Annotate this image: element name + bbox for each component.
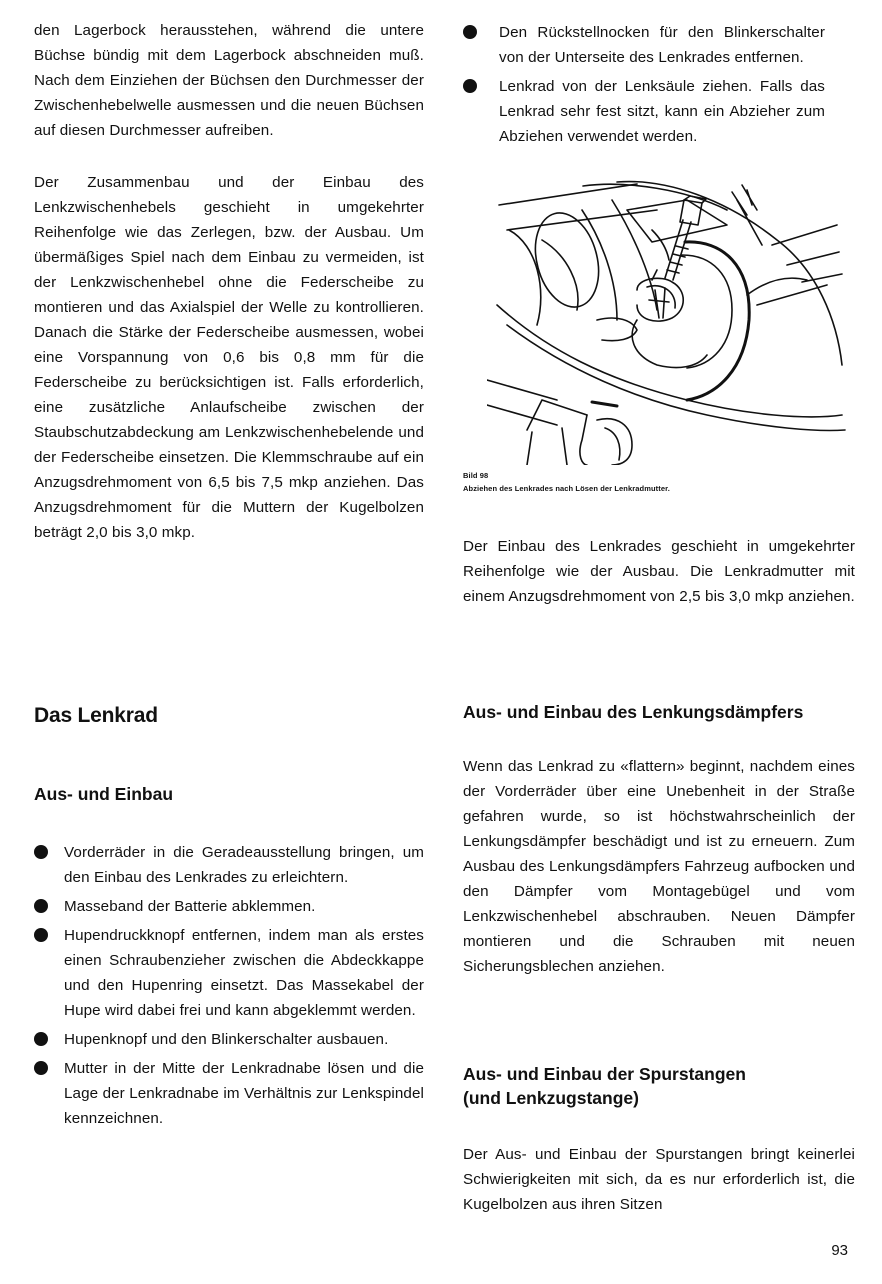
install-paragraph: Der Einbau des Lenkrades geschieht in umgekehrter Reihenfolge wie der Ausbau. Die Lenkradmutter mit einem Anzugsdrehmoment von 2,5 bis 3,0 mkp anziehen. bbox=[463, 538, 855, 605]
list-item: Hupenknopf und den Blinkerschalter ausbauen. bbox=[34, 1027, 424, 1052]
figure-caption: Abziehen des Lenkrades nach Lösen der Lenkradmutter. bbox=[463, 484, 670, 493]
list-item: Mutter in der Mitte der Lenkradnabe lösen und die Lage der Lenkradnabe im Verhältnis zur Lenkspindel kennzeichnen. bbox=[34, 1056, 424, 1131]
bullet-icon bbox=[34, 1061, 48, 1075]
bullet-icon bbox=[34, 1032, 48, 1046]
damper-paragraph: Wenn das Lenkrad zu «flattern» beginnt, nachdem eines der Vorderräder über eine Unebenheit in der Straße gefahren wurde, so ist höchstwahrscheinlich der Lenkungsdämpfer beschädigt und ist zu erneuern. Zum Ausbau des Lenkungsdämpfers Fahrzeug aufbocken und den Dämpfer vom Montagebügel und vom Lenkzwischenhebel abschrauben. Neuen Dämpfer montieren und die Schrauben mit neuen Sicherungsblechen anziehen. bbox=[463, 758, 855, 975]
section-title-spurstangen-line1: Aus- und Einbau der Spurstangen bbox=[463, 1064, 746, 1084]
bullet-icon bbox=[34, 899, 48, 913]
list-item: Vorderräder in die Geradeausstellung bringen, um den Einbau des Lenkrades zu erleichtern. bbox=[34, 840, 424, 890]
list-item: Hupendruckknopf entfernen, indem man als erstes einen Schraubenzieher zwischen die Abdeckkappe und den Hupenring einsetzt. Das Massekabel der Hupe wird dabei frei und kann abgeklemmt werden. bbox=[34, 923, 424, 1023]
removal-steps-list bbox=[34, 840, 424, 1135]
list-item: Lenkrad von der Lenksäule ziehen. Falls das Lenkrad sehr fest sitzt, kann ein Abzieher zum Abziehen verwendet werden. bbox=[433, 74, 825, 149]
section-title-das-lenkrad: Das Lenkrad bbox=[34, 704, 158, 727]
list-item: Masseband der Batterie abklemmen. bbox=[34, 894, 424, 919]
bullet-icon bbox=[463, 79, 477, 93]
tierod-paragraph: Der Aus- und Einbau der Spurstangen bringt keinerlei Schwierigkeiten mit sich, da es nur erforderlich ist, die Kugelbolzen aus ihren Sitzen bbox=[463, 1146, 855, 1213]
continuation-paragraph-2: Der Zusammenbau und der Einbau des Lenkzwischenhebels geschieht in umgekehrter Reihenfolge wie das Zerlegen, bzw. der Ausbau. Um übermäßiges Spiel nach dem Einbau zu vermeiden, ist der Lenkzwischenhebel ohne die Federscheibe zu montieren und das Axialspiel der Welle zu kontrollieren. Danach die Stärke der Federscheibe ausmessen, wobei eine Vorspannung von 0,6 bis 0,8 mm für die Federscheibe zu berücksichtigen ist. Falls erforderlich, eine zusätzliche Anlaufscheibe zwischen der Staubschutzabdeckung am Lenkzwischenhebelende und der Federscheibe einsetzen. Die Klemmschraube auf ein Anzugsdrehmoment von 6,5 bis 7,5 mkp anziehen. Das Anzugsdrehmoment für die Muttern der Kugelbolzen beträgt 2,0 bis 3,0 mkp. bbox=[34, 174, 424, 541]
figure-steering-wheel-puller bbox=[487, 170, 847, 465]
section-title-spurstangen-line2: (und Lenkzugstange) bbox=[463, 1088, 639, 1108]
list-item: Den Rückstellnocken für den Blinkerschalter von der Unterseite des Lenkrades entfernen. bbox=[433, 20, 825, 70]
bullet-icon bbox=[463, 25, 477, 39]
right-column bbox=[463, 0, 855, 1284]
subsection-title-aus-und-einbau: Aus- und Einbau bbox=[34, 784, 174, 804]
bullet-icon bbox=[34, 845, 48, 859]
continuation-paragraph-1: den Lagerbock herausstehen, während die untere Büchse bündig mit dem Lagerbock abschneiden muß. Nach dem Einziehen der Büchsen den Durchmesser der Zwischenhebelwelle ausmessen und die neuen Büchsen auf diesen Durchmesser aufreiben. bbox=[34, 22, 424, 139]
page-number: 93 bbox=[831, 1242, 848, 1259]
figure-number: Bild 98 bbox=[463, 471, 489, 480]
steering-wheel-puller-illustration-icon bbox=[487, 170, 847, 465]
removal-steps-continued-list bbox=[433, 20, 825, 153]
section-title-lenkungsdaempfer: Aus- und Einbau des Lenkungsdämpfers bbox=[463, 702, 804, 722]
bullet-icon bbox=[34, 928, 48, 942]
